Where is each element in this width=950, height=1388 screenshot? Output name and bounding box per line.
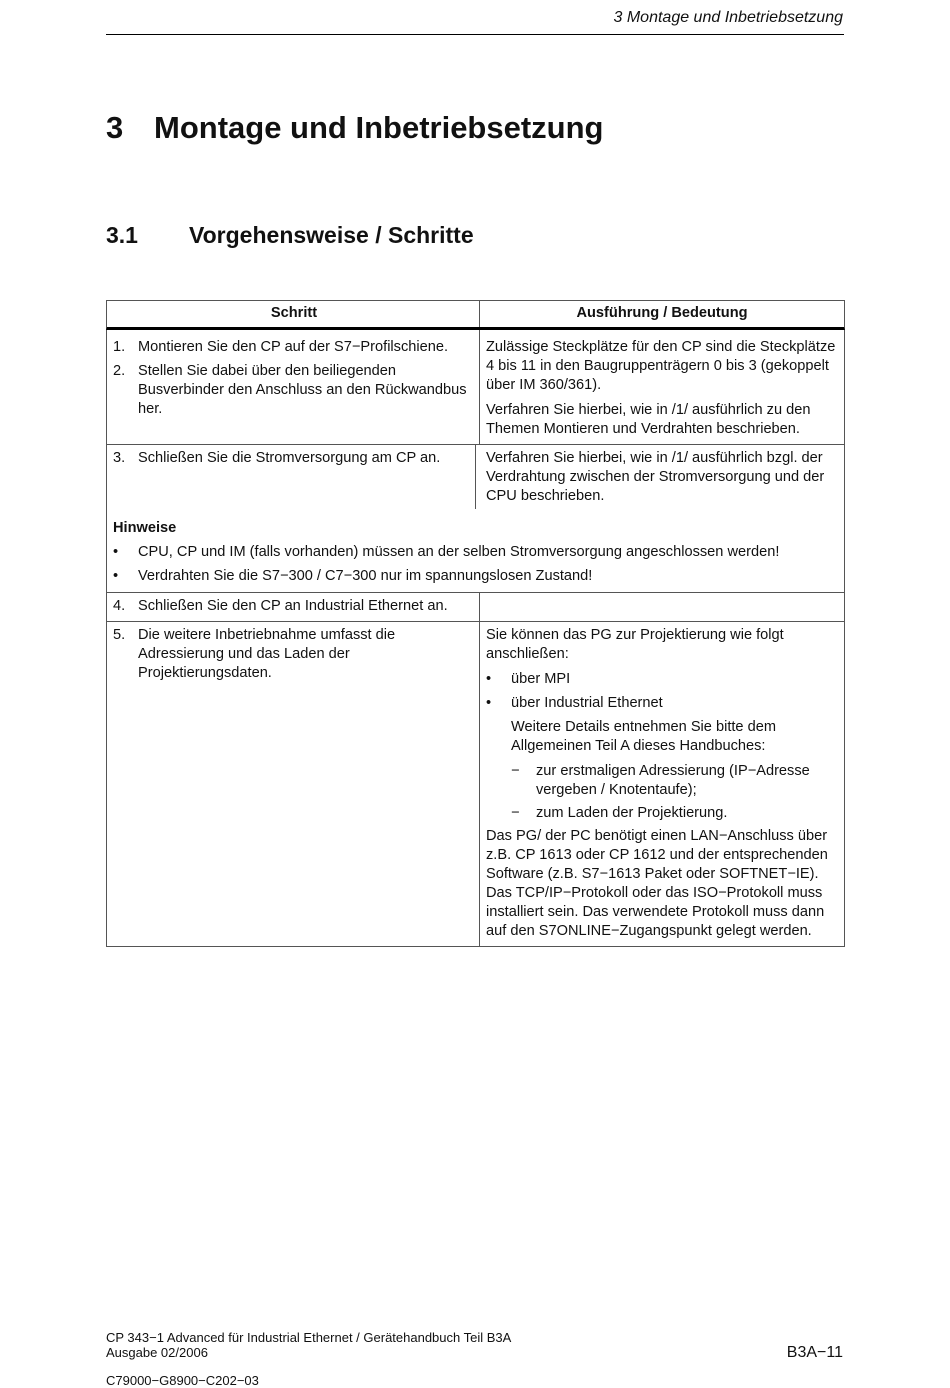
list-item xyxy=(486,670,838,689)
table-row xyxy=(106,622,845,947)
footer xyxy=(106,1330,511,1388)
note-paragraph: Zulässige Steckplätze für den CP sind die Steckplätze 4 bis 11 in den Baugruppenträgern 0 bis 3 (gekoppelt über IM 360/361). xyxy=(486,339,836,393)
note-paragraph: Verfahren Sie hierbei, wie in /1/ ausführlich zu den Themen Montieren und Verdrahten beschrieben. xyxy=(486,402,811,437)
list-item xyxy=(486,694,838,713)
step-cell xyxy=(107,330,480,444)
step-5 xyxy=(113,626,475,683)
note-cell xyxy=(480,330,844,444)
header-ausfuehrung: Ausführung / Bedeutung xyxy=(576,305,748,321)
dash-icon: − xyxy=(511,805,520,821)
table-row xyxy=(106,330,845,445)
note-paragraph: Das PG/ der PC benötigt einen LAN−Anschluss über z.B. CP 1613 oder CP 1612 und der entsprechenden Software (z.B. S7−1613 Paket oder SOFTNET−IE). Das TCP/IP−Protokoll oder das ISO−Protokoll muss installiert sein. Das verwendete Protokoll muss dann auf den S7ONLINE−Zugangspunkt gelegt werden. xyxy=(486,828,828,939)
note-paragraph: Weitere Details entnehmen Sie bitte dem Allgemeinen Teil A dieses Handbuches: xyxy=(511,719,776,754)
section-title: Vorgehensweise / Schritte xyxy=(189,222,474,248)
table-header xyxy=(106,300,845,330)
hinweis-text: CPU, CP und IM (falls vorhanden) müssen an der selben Stromversorgung angeschlossen werden! xyxy=(138,544,780,560)
step-3-row xyxy=(107,445,844,506)
table-row xyxy=(106,593,845,622)
header-schritt: Schritt xyxy=(107,301,480,327)
chapter-heading xyxy=(106,110,604,146)
details-block xyxy=(486,718,838,823)
footer-title: CP 343−1 Advanced für Industrial Ethernet / Gerätehandbuch Teil B3A xyxy=(106,1330,512,1345)
chapter-number: 3 xyxy=(106,110,124,145)
list-text: über Industrial Ethernet xyxy=(511,695,663,711)
note-paragraph: Sie können das PG zur Projektierung wie folgt anschließen: xyxy=(486,627,784,662)
note-cell xyxy=(479,445,844,506)
step-2 xyxy=(113,362,475,419)
hinweis-text: Verdrahten Sie die S7−300 / C7−300 nur im spannungslosen Zustand! xyxy=(138,568,593,584)
hinweise-title: Hinweise xyxy=(113,520,177,536)
step-cell xyxy=(107,445,479,506)
dash-icon: − xyxy=(511,763,520,779)
step-number: 3. xyxy=(113,450,126,466)
step-text: Stellen Sie dabei über den beiliegenden Busverbinder den Anschluss an den Rückwandbus her. xyxy=(138,363,467,417)
step-cell xyxy=(107,593,480,621)
step-text: Montieren Sie den CP auf der S7−Profilschiene. xyxy=(138,339,449,355)
step-3 xyxy=(113,449,475,468)
note-paragraph: Verfahren Sie hierbei, wie in /1/ ausführlich bzgl. der Verdrahtung zwischen der Stromversorgung und der CPU beschrieben. xyxy=(486,450,825,504)
steps-table xyxy=(106,300,845,947)
hinweis-item xyxy=(113,567,838,586)
step-4 xyxy=(113,597,475,616)
bullet-icon: • xyxy=(486,695,492,711)
bullet-icon: • xyxy=(113,544,119,560)
table-row xyxy=(106,445,845,593)
list-text: zum Laden der Projektierung. xyxy=(536,805,728,821)
chapter-title: Montage und Inbetriebsetzung xyxy=(154,110,604,145)
note-cell xyxy=(480,622,844,946)
step-text: Schließen Sie den CP an Industrial Ethernet an. xyxy=(138,598,448,614)
hinweis-item xyxy=(113,543,838,562)
page-number: B3A−11 xyxy=(786,1344,843,1361)
step-number: 2. xyxy=(113,363,126,379)
list-text: über MPI xyxy=(511,671,571,687)
list-item xyxy=(511,804,838,823)
step-text: Schließen Sie die Stromversorgung am CP an. xyxy=(138,450,441,466)
step-text: Die weitere Inbetriebnahme umfasst die Adressierung und das Laden der Projektierungsdaten. xyxy=(138,627,396,681)
running-head: 3 Montage und Inbetriebsetzung xyxy=(613,9,843,26)
bullet-icon: • xyxy=(113,568,119,584)
note-cell xyxy=(480,593,844,621)
step-number: 4. xyxy=(113,598,126,614)
list-text: zur erstmaligen Adressierung (IP−Adresse vergeben / Knotentaufe); xyxy=(536,763,810,798)
step-number: 1. xyxy=(113,339,126,355)
header-rule xyxy=(106,34,844,35)
step-1 xyxy=(113,338,475,357)
step-number: 5. xyxy=(113,627,126,643)
footer-order-code: C79000−G8900−C202−03 xyxy=(106,1373,259,1388)
section-heading xyxy=(106,222,474,249)
bullet-icon: • xyxy=(486,671,492,687)
list-item xyxy=(511,762,838,800)
step-cell xyxy=(107,622,480,946)
section-number: 3.1 xyxy=(106,222,138,248)
footer-edition: Ausgabe 02/2006 xyxy=(106,1345,208,1360)
